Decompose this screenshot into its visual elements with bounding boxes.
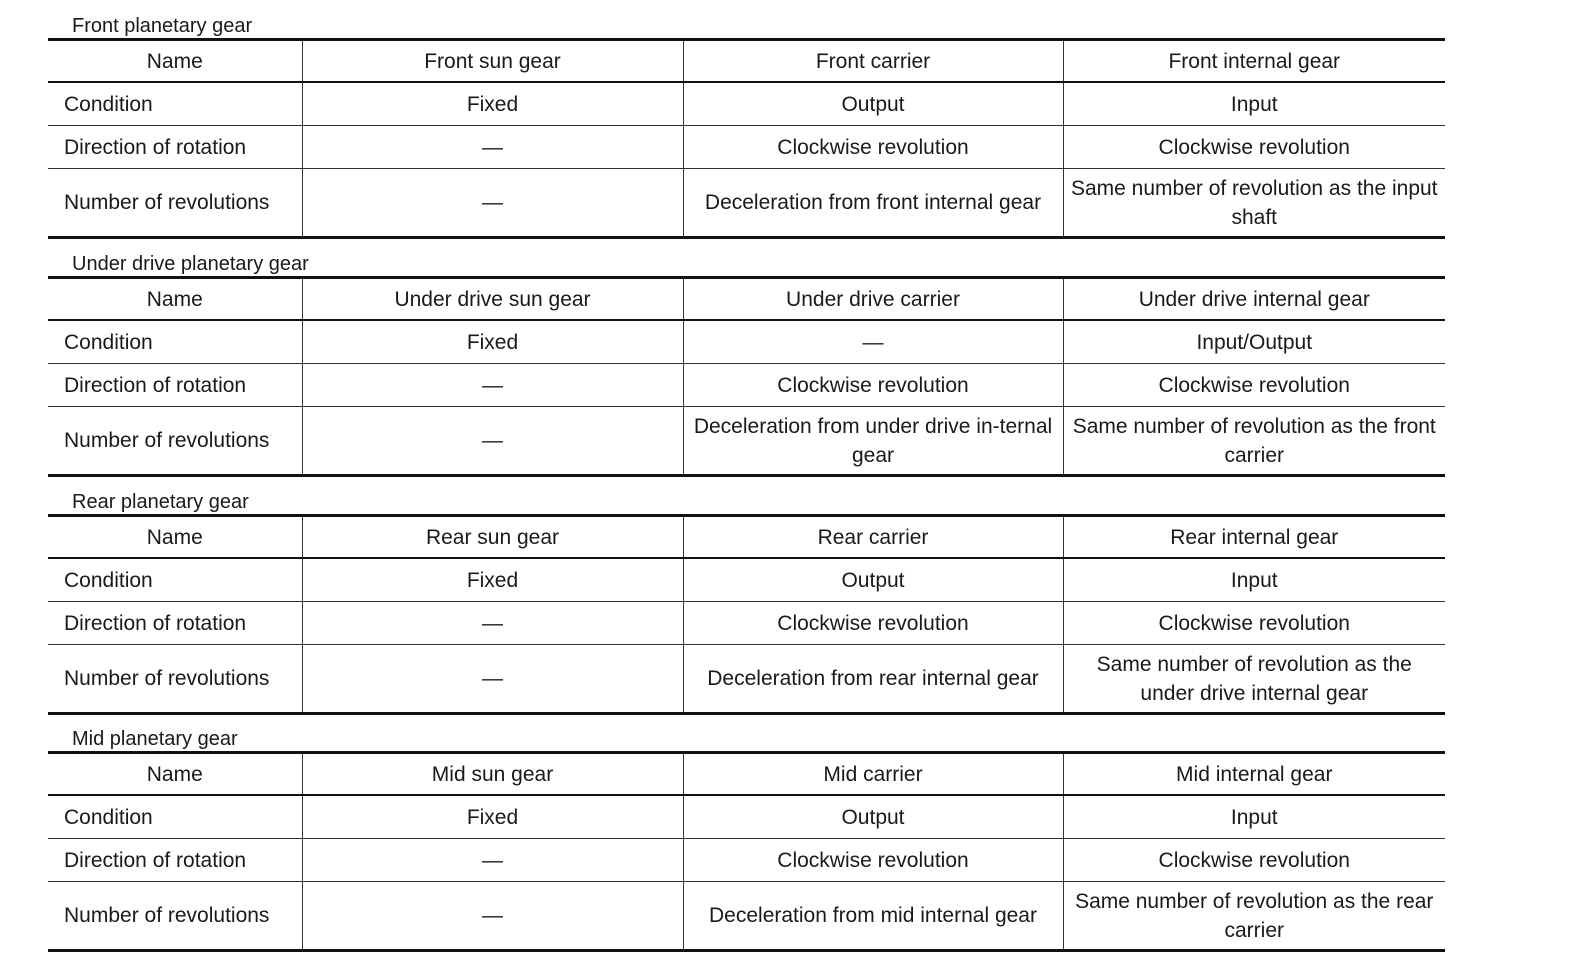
table-cell: Fixed [302, 795, 683, 839]
row-label: Condition [48, 558, 302, 602]
table-cell: Fixed [302, 558, 683, 602]
table-cell: Front carrier [683, 40, 1063, 83]
gear-table [48, 38, 1445, 239]
table-row-direction [48, 364, 1445, 407]
gear-table [48, 751, 1445, 952]
row-label: Condition [48, 320, 302, 364]
table-cell: Output [683, 795, 1063, 839]
table-cell: Clockwise revolution [683, 364, 1063, 407]
table-cell: — [302, 364, 683, 407]
table-row-name [48, 516, 1445, 559]
table-cell: Same number of revolution as the rear carrier [1063, 882, 1445, 951]
table-cell: — [302, 882, 683, 951]
table-row-direction [48, 602, 1445, 645]
row-label: Number of revolutions [48, 407, 302, 476]
table-cell: Mid sun gear [302, 753, 683, 796]
table-row-revolutions [48, 882, 1445, 951]
row-label: Direction of rotation [48, 126, 302, 169]
section-title: Under drive planetary gear [72, 253, 309, 275]
table-row-revolutions [48, 407, 1445, 476]
table-row-revolutions [48, 169, 1445, 238]
table-row-condition [48, 82, 1445, 126]
table-cell: Output [683, 82, 1063, 126]
table-cell: — [302, 126, 683, 169]
table-cell: Input [1063, 795, 1445, 839]
table-cell: Front internal gear [1063, 40, 1445, 83]
row-label: Name [48, 516, 302, 559]
row-label: Number of revolutions [48, 169, 302, 238]
section-title: Rear planetary gear [72, 491, 249, 513]
table-row-direction [48, 839, 1445, 882]
table-row-condition [48, 320, 1445, 364]
row-label: Name [48, 753, 302, 796]
table-cell: Deceleration from rear internal gear [683, 645, 1063, 714]
table-cell: Under drive internal gear [1063, 278, 1445, 321]
gear-table [48, 514, 1445, 715]
table-cell: Mid internal gear [1063, 753, 1445, 796]
table-cell: Rear internal gear [1063, 516, 1445, 559]
table-cell: Deceleration from under drive in-ternal gear [683, 407, 1063, 476]
row-label: Name [48, 278, 302, 321]
row-label: Condition [48, 82, 302, 126]
table-cell: Same number of revolution as the front carrier [1063, 407, 1445, 476]
row-label: Number of revolutions [48, 645, 302, 714]
row-label: Name [48, 40, 302, 83]
table-cell: Mid carrier [683, 753, 1063, 796]
table-cell: Clockwise revolution [1063, 364, 1445, 407]
table-cell: Fixed [302, 320, 683, 364]
row-label: Direction of rotation [48, 602, 302, 645]
table-row-condition [48, 795, 1445, 839]
table-row-name [48, 753, 1445, 796]
table-row-name [48, 278, 1445, 321]
table-row-direction [48, 126, 1445, 169]
table-cell: Under drive sun gear [302, 278, 683, 321]
table-cell: Deceleration from front internal gear [683, 169, 1063, 238]
table-cell: — [683, 320, 1063, 364]
table-cell: Rear carrier [683, 516, 1063, 559]
row-label: Condition [48, 795, 302, 839]
gear-table [48, 276, 1445, 477]
table-cell: Output [683, 558, 1063, 602]
row-label: Direction of rotation [48, 839, 302, 882]
table-cell: Clockwise revolution [1063, 602, 1445, 645]
table-cell: Front sun gear [302, 40, 683, 83]
table-cell: Same number of revolution as the under drive internal gear [1063, 645, 1445, 714]
table-row-condition [48, 558, 1445, 602]
row-label: Direction of rotation [48, 364, 302, 407]
table-cell: Deceleration from mid internal gear [683, 882, 1063, 951]
row-label: Number of revolutions [48, 882, 302, 951]
table-cell: — [302, 839, 683, 882]
table-cell: Clockwise revolution [683, 839, 1063, 882]
table-cell: Input [1063, 558, 1445, 602]
table-cell: — [302, 602, 683, 645]
table-row-revolutions [48, 645, 1445, 714]
table-cell: Clockwise revolution [1063, 126, 1445, 169]
table-cell: — [302, 407, 683, 476]
table-cell: — [302, 169, 683, 238]
table-cell: Input/Output [1063, 320, 1445, 364]
section-title: Front planetary gear [72, 15, 253, 37]
table-cell: Same number of revolution as the input shaft [1063, 169, 1445, 238]
table-cell: Clockwise revolution [1063, 839, 1445, 882]
table-cell: — [302, 645, 683, 714]
table-cell: Fixed [302, 82, 683, 126]
table-row-name [48, 40, 1445, 83]
table-cell: Input [1063, 82, 1445, 126]
table-cell: Clockwise revolution [683, 126, 1063, 169]
section-title: Mid planetary gear [72, 728, 238, 750]
table-cell: Rear sun gear [302, 516, 683, 559]
table-cell: Clockwise revolution [683, 602, 1063, 645]
table-cell: Under drive carrier [683, 278, 1063, 321]
